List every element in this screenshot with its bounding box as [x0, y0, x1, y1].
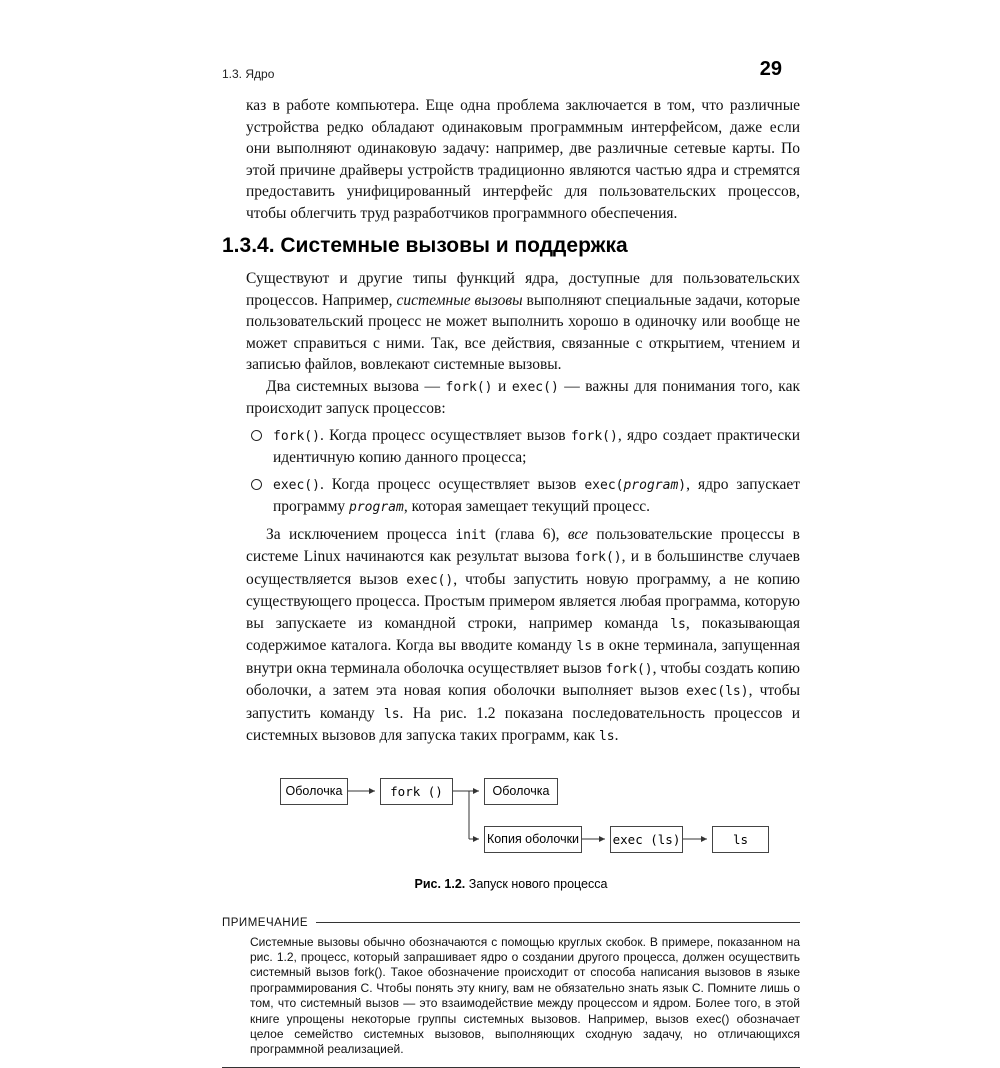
- bullet-item-fork: [246, 425, 800, 469]
- note-label: ПРИМЕЧАНИЕ: [222, 916, 309, 929]
- note-text: Системные вызовы обычно обозначаются с помощью круглых скобок. В примере, показанном на рис. 1.2, процесс, который запрашивает ядро о создании другого процесса, должен осуществить системный вызов fork(). Такое обозначение происходит от способа написания вызовов в языке программирования С. Чтобы понять эту книгу, вам не обязательно знать язык С. Помните лишь о том, что системный вызов — это взаимодействие между процессом и ядром. Более того, в этой книге упрощены некоторые группы системных вызовов. Например, вызов exec() обозначает целое семейство системных вызовов, выполняющих сходную задачу, но отличающихся программной реализацией.: [250, 934, 800, 1057]
- paragraph-two-syscalls: Два системных вызова — fork() и exec() — важны для понимания того, как происходит запуск процессов:: [246, 377, 800, 417]
- bullet-text: exec(). Когда процесс осуществляет вызов exec(program), ядро запускает программу program, которая замещает текущий процесс.: [273, 475, 800, 515]
- flow-box-shell-copy: Копия оболочки: [484, 826, 582, 853]
- figure-caption: Рис. 1.2. Запуск нового процесса: [414, 876, 608, 891]
- running-head: 1.3. Ядро: [222, 67, 275, 81]
- flow-box-exec-ls: exec (ls): [610, 826, 683, 853]
- flow-box-ls: ls: [712, 826, 769, 853]
- bullet-item-exec: [246, 474, 800, 519]
- section-heading: 1.3.4. Системные вызовы и поддержка: [222, 234, 628, 257]
- flow-box-shell: Оболочка: [280, 778, 348, 805]
- bullet-text: fork(). Когда процесс осуществляет вызов fork(), ядро создает практически идентичную копию данного процесса;: [273, 426, 800, 466]
- note-block: [222, 917, 800, 1068]
- page-column: [222, 55, 800, 1068]
- figure-process-flow: [222, 770, 800, 865]
- flow-box-shell-2: Оболочка: [484, 778, 558, 805]
- note-header: [222, 917, 800, 929]
- page-number: 29: [759, 58, 782, 80]
- running-header: [222, 55, 800, 81]
- paragraph-init-explanation: За исключением процесса init (глава 6), все пользовательские процессы в системе Linux начинаются как результат вызова fork(), и в большинстве случаев осуществляется вызов exec(), чтобы запустить новую программу, а не копию существующего процесса. Простым примером является любая программа, которую вы запускаете из командной строки, например команда ls, показывающая содержимое каталога. Когда вы вводите команду ls в окне терминала, запущенная внутри окна терминала оболочка осуществляет вызов fork(), чтобы создать копию оболочки, а затем эта новая копия оболочки выполняет вызов exec(ls), чтобы запустить команду ls. На рис. 1.2 показана последовательность процессов и системных вызовов для запуска таких программ, как ls.: [246, 525, 801, 744]
- bullet-circle-icon: [251, 430, 262, 441]
- paragraph-syscalls-intro: Существуют и другие типы функций ядра, доступные для пользовательских процессов. Например, системные вызовы выполняют специальные задачи, которые пользовательский процесс не может выполнить хорошо в одиночку или вообще не может справиться с ними. Так, все действия, связанные с открытием, чтением и записью файлов, вовлекают системные вызовы.: [246, 270, 800, 373]
- bullet-circle-icon: [251, 479, 262, 490]
- paragraph-continuation: каз в работе компьютера. Еще одна проблема заключается в том, что различные устройства редко обладают одинаковым программным интерфейсом, даже если они выполняют одинаковую задачу: например, две различные сетевые карты. По этой причине драйверы устройств традиционно являются частью ядра и стремятся предоставить унифицированный интерфейс для пользовательских процессов, чтобы облегчить труд разработчиков программного обеспечения.: [246, 97, 800, 222]
- note-rule-line: [316, 922, 800, 923]
- flow-box-fork: fork (): [380, 778, 453, 805]
